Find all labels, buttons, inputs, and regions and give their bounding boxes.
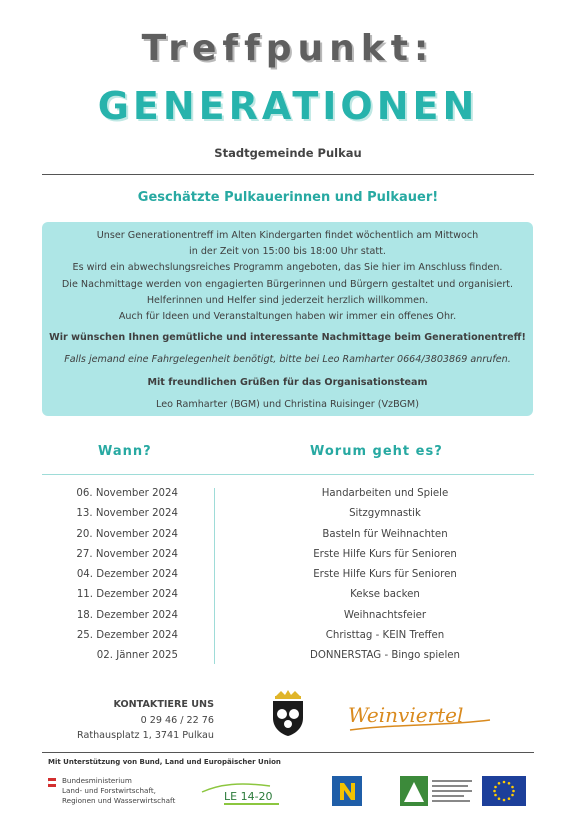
header-divider — [42, 174, 534, 175]
when-heading: Wann? — [98, 444, 152, 459]
topic-item: Basteln für Weihnachten — [322, 528, 448, 540]
date-item: 27. November 2024 — [76, 548, 178, 560]
ministry-line: Land- und Forstwirtschaft, — [62, 786, 156, 795]
contact-heading: KONTAKTIERE UNS — [113, 699, 214, 710]
page-title: Treffpunkt: — [141, 28, 435, 69]
support-note: Mit Unterstützung von Bund, Land und Europäischer Union — [48, 758, 281, 766]
intro-box — [42, 222, 533, 416]
austria-flag-icon — [48, 778, 56, 788]
lower-austria-logo — [332, 776, 362, 806]
ministry-line: Bundesministerium — [62, 776, 132, 785]
date-item: 06. November 2024 — [76, 488, 178, 499]
date-item: 02. Jänner 2025 — [96, 650, 178, 662]
intro-text — [42, 228, 533, 325]
date-list — [42, 484, 212, 667]
regards-text: Mit freundlichen Grüßen für das Organisationsteam — [147, 377, 428, 388]
topic-item: Handarbeiten und Spiele — [321, 488, 449, 499]
contact-address: Rathausplatz 1, 3741 Pulkau — [77, 730, 214, 741]
page-title-highlight: GENERATIONEN — [97, 84, 479, 128]
intro-line: Auch für Ideen und Veranstaltungen haben wir immer ein offenes Ohr. — [118, 311, 457, 323]
le-14-20-logo — [200, 778, 300, 808]
topic-list — [240, 484, 530, 667]
leader-logo — [400, 776, 478, 808]
topic-item: Kekse backen — [350, 589, 420, 601]
topic-item: DONNERSTAG - Bingo spielen — [310, 650, 460, 662]
date-item: 11. Dezember 2024 — [76, 589, 178, 601]
intro-line: Die Nachmittage werden von engagierten Bürgerinnen und Bürgern gestaltet und organisiert. — [61, 278, 514, 290]
date-item: 18. Dezember 2024 — [76, 609, 178, 621]
le-wordmark: LE 14-20 — [224, 790, 273, 803]
weinviertel-wordmark: Weinviertel — [348, 703, 464, 727]
topic-item: Erste Hilfe Kurs für Senioren — [313, 548, 457, 560]
ministry-logo — [62, 776, 175, 806]
signers-text: Leo Ramharter (BGM) und Christina Ruisinger (VzBGM) — [156, 399, 419, 410]
wish-text: Wir wünschen Ihnen gemütliche und interessante Nachmittage beim Generationentreff! — [49, 332, 526, 343]
contact-block — [60, 697, 214, 744]
ride-note: Falls jemand eine Fahrgelegenheit benötigt, bitte bei Leo Ramharter 0664/3803869 anrufen. — [64, 354, 511, 365]
weinviertel-logo — [344, 700, 494, 738]
intro-line: in der Zeit von 15:00 bis 18:00 Uhr statt. — [189, 246, 386, 258]
topic-item: Christtag - KEIN Treffen — [325, 630, 445, 642]
greeting-heading: Geschätzte Pulkauerinnen und Pulkauer! — [137, 190, 439, 205]
intro-line: Unser Generationentreff im Alten Kindergarten findet wöchentlich am Mittwoch — [96, 230, 479, 241]
eu-flag-icon — [482, 776, 526, 806]
schedule-divider — [42, 474, 534, 475]
what-heading: Worum geht es? — [310, 444, 443, 459]
ministry-line: Regionen und Wasserwirtschaft — [62, 796, 176, 805]
municipality-subtitle: Stadtgemeinde Pulkau — [214, 146, 362, 160]
date-item: 20. November 2024 — [76, 528, 178, 540]
topic-item: Sitzgymnastik — [349, 508, 421, 520]
date-item: 13. November 2024 — [76, 508, 178, 520]
topic-item: Erste Hilfe Kurs für Senioren — [313, 569, 457, 581]
intro-line: Es wird ein abwechslungsreiches Programm angeboten, das Sie hier im Anschluss finden. — [72, 262, 503, 274]
date-item: 25. Dezember 2024 — [76, 630, 178, 642]
date-item: 04. Dezember 2024 — [76, 569, 178, 581]
contact-phone: 0 29 46 / 22 76 — [140, 714, 214, 726]
intro-line: Helferinnen und Helfer sind jederzeit herzlich willkommen. — [146, 294, 429, 306]
footer-divider — [42, 752, 534, 753]
topic-item: Weihnachtsfeier — [343, 609, 427, 621]
pulkau-crest-logo — [266, 688, 310, 738]
schedule-column-divider — [214, 488, 215, 664]
